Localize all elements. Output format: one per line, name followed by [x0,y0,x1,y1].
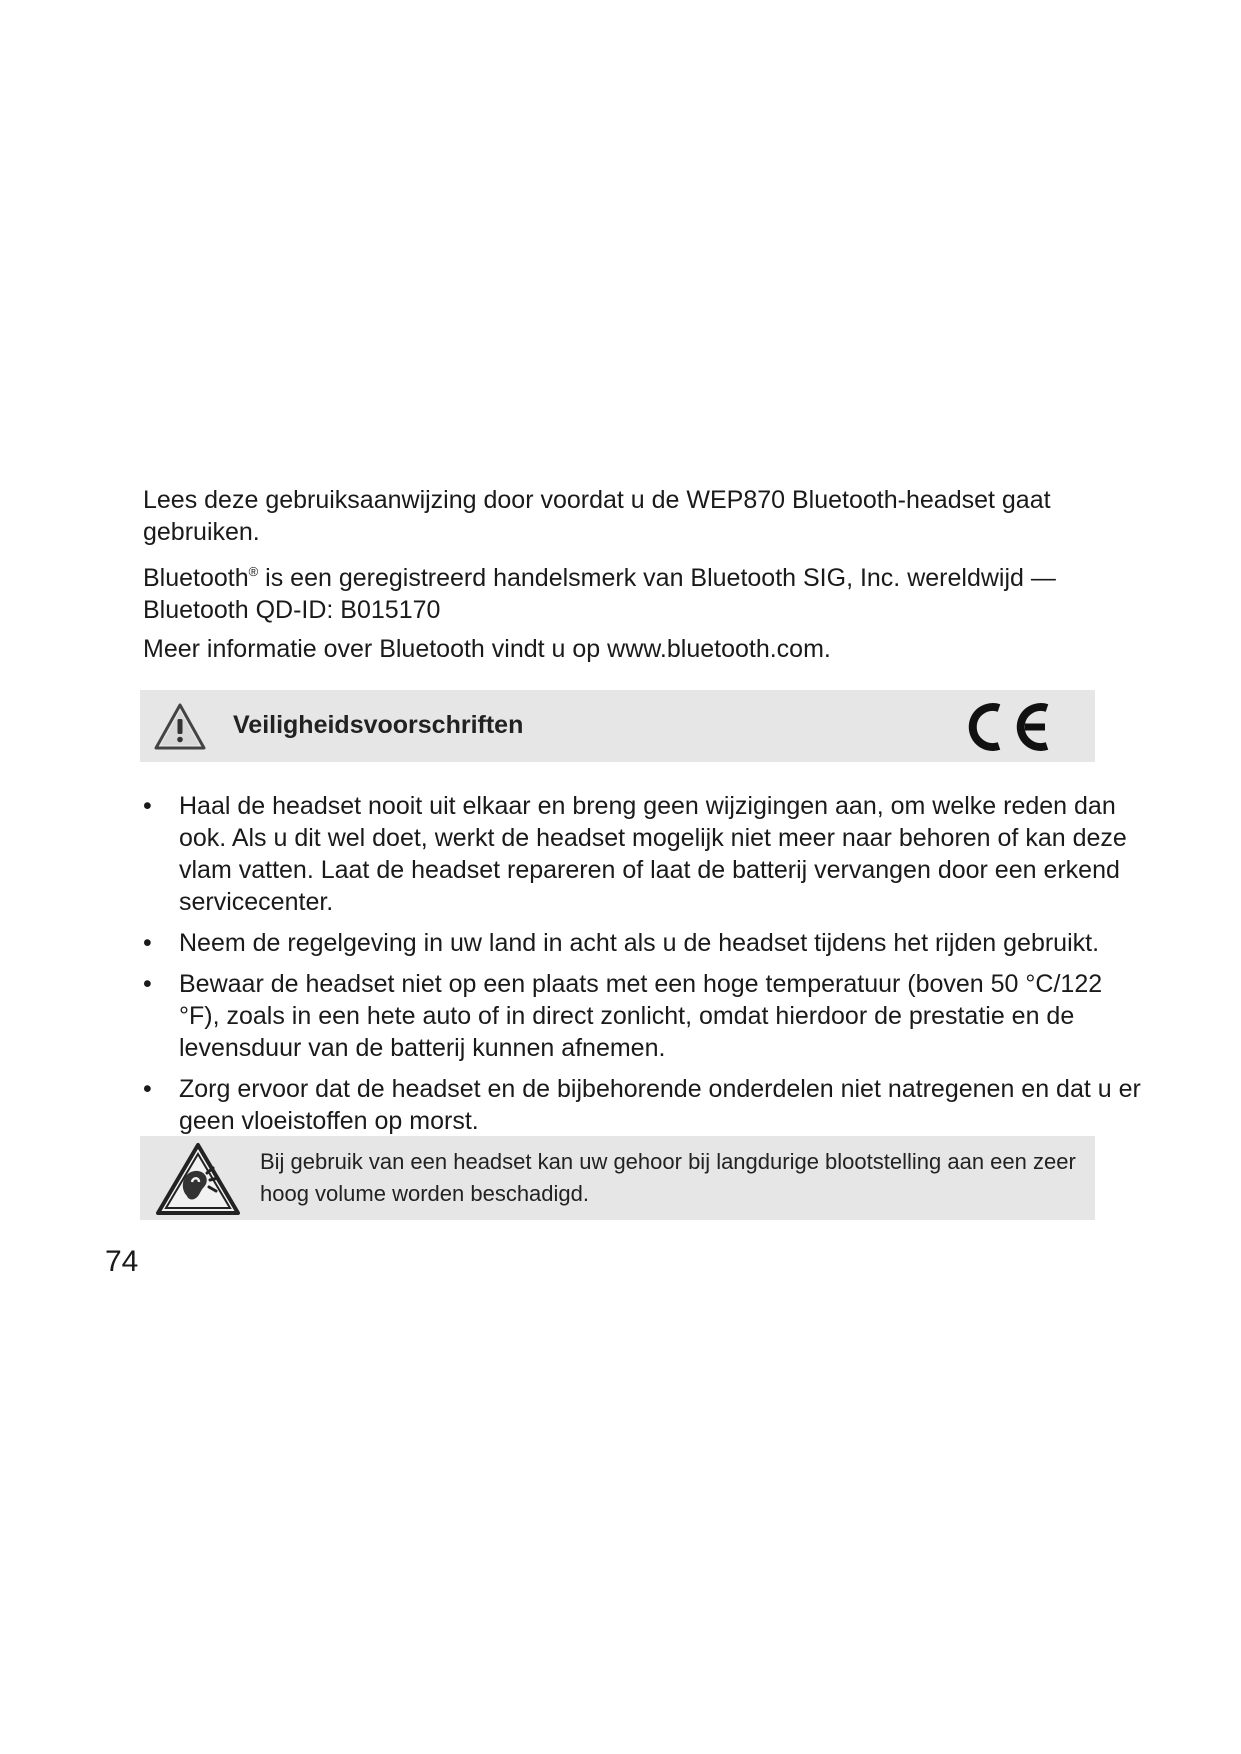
list-item-text: Bewaar de headset niet op een plaats met een hoge temperatuur (boven 50 °C/122 °F), zoals in een hete auto of in direct zonlicht, omdat hierdoor de prestatie en de levensduur van de batterij kunnen afnemen. [179,970,1103,1062]
hearing-warning-text: Bij gebruik van een headset kan uw gehoor bij langdurige blootstelling aan een zeer hoog volume worden beschadigd. [260,1149,1076,1206]
list-item [143,927,1143,959]
hearing-warning-box [140,1136,1095,1220]
page-number: 74 [105,1245,139,1278]
safety-list [143,790,1143,1146]
list-item-text: Neem de regelgeving in uw land in acht als u de headset tijdens het rijden gebruikt. [179,929,1100,957]
list-item-text: Zorg ervoor dat de headset en de bijbehorende onderdelen niet natregenen en dat u er geen vloeistoffen op morst. [179,1075,1141,1135]
bullet-marker: • [143,929,152,957]
list-item [143,1073,1143,1137]
trademark-paragraph [143,562,1103,626]
safety-title: Veiligheidsvoorschriften [233,711,524,739]
trademark-text: is een geregistreerd handelsmerk van Bluetooth SIG, Inc. wereldwijd — Bluetooth QD-ID: B015170 [143,564,1056,624]
registered-symbol: ® [248,564,259,579]
bullet-marker: • [143,970,152,998]
hearing-damage-warning-icon [155,1142,241,1216]
more-info-paragraph: Meer informatie over Bluetooth vindt u op www.bluetooth.com. [143,635,831,663]
trademark-name: Bluetooth [143,564,249,592]
list-item-text: Haal de headset nooit uit elkaar en breng geen wijzigingen aan, om welke reden dan ook. Als u dit wel doet, werkt de headset mogelijk niet meer naar behoren of kan deze vlam vatten. Laat de headset repareren of laat de batterij vervangen door een erkend servicecenter. [179,792,1127,916]
list-item [143,790,1143,918]
safety-header-bar [140,690,1095,762]
warning-triangle-icon [153,702,207,752]
ce-mark-icon [963,698,1053,756]
intro-paragraph: Lees deze gebruiksaanwijzing door voordat u de WEP870 Bluetooth-headset gaat gebruiken. [143,486,1051,546]
list-item [143,968,1143,1064]
bullet-marker: • [143,792,152,820]
bullet-marker: • [143,1075,152,1103]
